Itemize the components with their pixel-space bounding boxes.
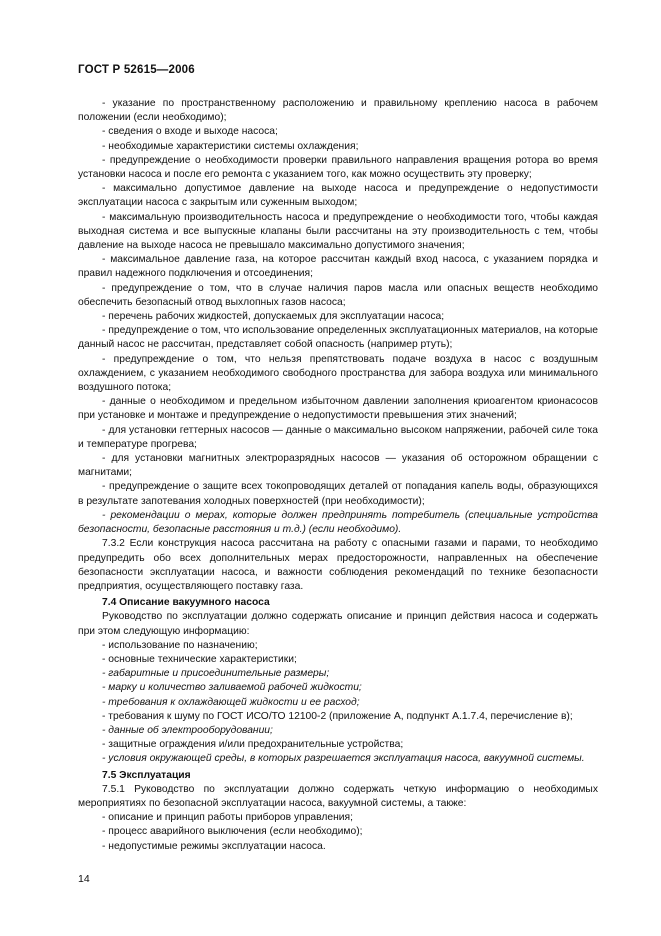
paragraph: - предупреждение о том, что нельзя препятствовать подаче воздуха в насос с воздушным охлаждением, с указанием необходимого свободного пространства для забора воздуха или минимального воздушного потока; [78,353,598,394]
paragraph: - рекомендации о мерах, которые должен предпринять потребитель (специальные устройства безопасности, безопасные расстояния и т.д.) (если необходимо). [78,509,598,536]
paragraph: - использование по назначению; [102,639,258,651]
paragraph: - предупреждение о том, что использование определенных эксплуатационных материалов, на которые данный насос не рассчитан, представляет собой опасность (например ртуть); [78,325,598,351]
paragraph: - для установки геттерных насосов — данные о максимально высоком напряжении, рабочей силе тока и температуре прогрева; [78,424,598,450]
paragraph: - предупреждение о защите всех токопроводящих деталей от попадания капель воды, образующихся в результате запотевания холодных поверхностей (при необходимости); [78,481,598,507]
paragraph: - предупреждение о том, что в случае наличия паров масла или опасных веществ необходимо обеспечить безопасный отвод выхлопных газов насоса; [78,282,598,308]
paragraph: - перечень рабочих жидкостей, допускаемых для эксплуатации насоса; [102,311,445,323]
document-body [78,97,598,854]
document-header: ГОСТ Р 52615—2006 [78,64,195,76]
paragraph: - максимальное давление газа, на которое рассчитан каждый вход насоса, с указанием порядка и правил надежного подключения и отсоединения; [78,254,598,280]
paragraph: 7.3.2 Если конструкция насоса рассчитана на работу с опасными газами и парами, то необходимо предупредить обо всех дополнительных мерах предосторожности, направленных на обеспечение безопасности эксплуатации насоса, и важности соблюдения рекомендаций по технике безопасности предприятия, осуществляющего поставку газа. [78,538,598,592]
paragraph: - максимальную производительность насоса и предупреждение о необходимости того, чтобы каждая выходная система и все выпускные клапаны были рассчитаны на эту производительность с тем, чтобы давление на выходе насоса не превышало максимально допустимого значения; [78,211,598,252]
paragraph: - основные технические характеристики; [102,653,297,665]
paragraph: - процесс аварийного выключения (если необходимо); [102,826,363,838]
paragraph: Руководство по эксплуатации должно содержать описание и принцип действия насоса и содержать при этом следующую информацию: [78,611,598,637]
paragraph: - габаритные и присоединительные размеры; [102,668,330,680]
paragraph: - описание и принцип работы приборов управления; [102,812,353,824]
paragraph: - данные о необходимом и предельном избыточном давлении заполнения криоагентом крионасосов при установке и монтаже и предупреждение о недопустимости превышения этих значений; [78,396,598,422]
paragraph: 7.5.1 Руководство по эксплуатации должно содержать четкую информацию о необходимых мероприятиях по безопасной эксплуатации насоса, вакуумной системы, а также: [78,783,598,809]
paragraph: - для установки магнитных электроразрядных насосов — указания об осторожном обращении с магнитами; [78,453,598,479]
page-number: 14 [78,873,90,885]
paragraph: - требования к шуму по ГОСТ ИСО/ТО 12100-2 (приложение А, подпункт А.1.7.4, перечисление в); [102,710,573,722]
paragraph: - указание по пространственному расположению и правильному креплению насоса в рабочем положении (если необходимо); [78,98,598,124]
paragraph: - данные об электрооборудовании; [102,724,273,736]
section-heading: 7.4 Описание вакуумного насоса [102,597,270,609]
section-heading: 7.5 Эксплуатация [102,769,191,781]
paragraph: - сведения о входе и выходе насоса; [102,126,278,138]
paragraph: - максимально допустимое давление на выходе насоса и предупреждение о недопустимости эксплуатации насоса с закрытым или суженным выходом; [78,183,598,209]
paragraph: - требования к охлаждающей жидкости и ее расход; [102,696,360,708]
paragraph: - условия окружающей среды, в которых разрешается эксплуатация насоса, вакуумной системы. [102,753,585,765]
paragraph: - предупреждение о необходимости проверки правильного направления вращения ротора во время установки насоса и после его ремонта с указанием того, как можно осуществить эту проверку; [78,154,598,181]
paragraph: - марку и количество заливаемой рабочей жидкости; [102,682,362,694]
paragraph: - недопустимые режимы эксплуатации насоса. [102,840,326,852]
paragraph: - необходимые характеристики системы охлаждения; [102,140,359,152]
paragraph: - защитные ограждения и/или предохранительные устройства; [102,739,404,751]
